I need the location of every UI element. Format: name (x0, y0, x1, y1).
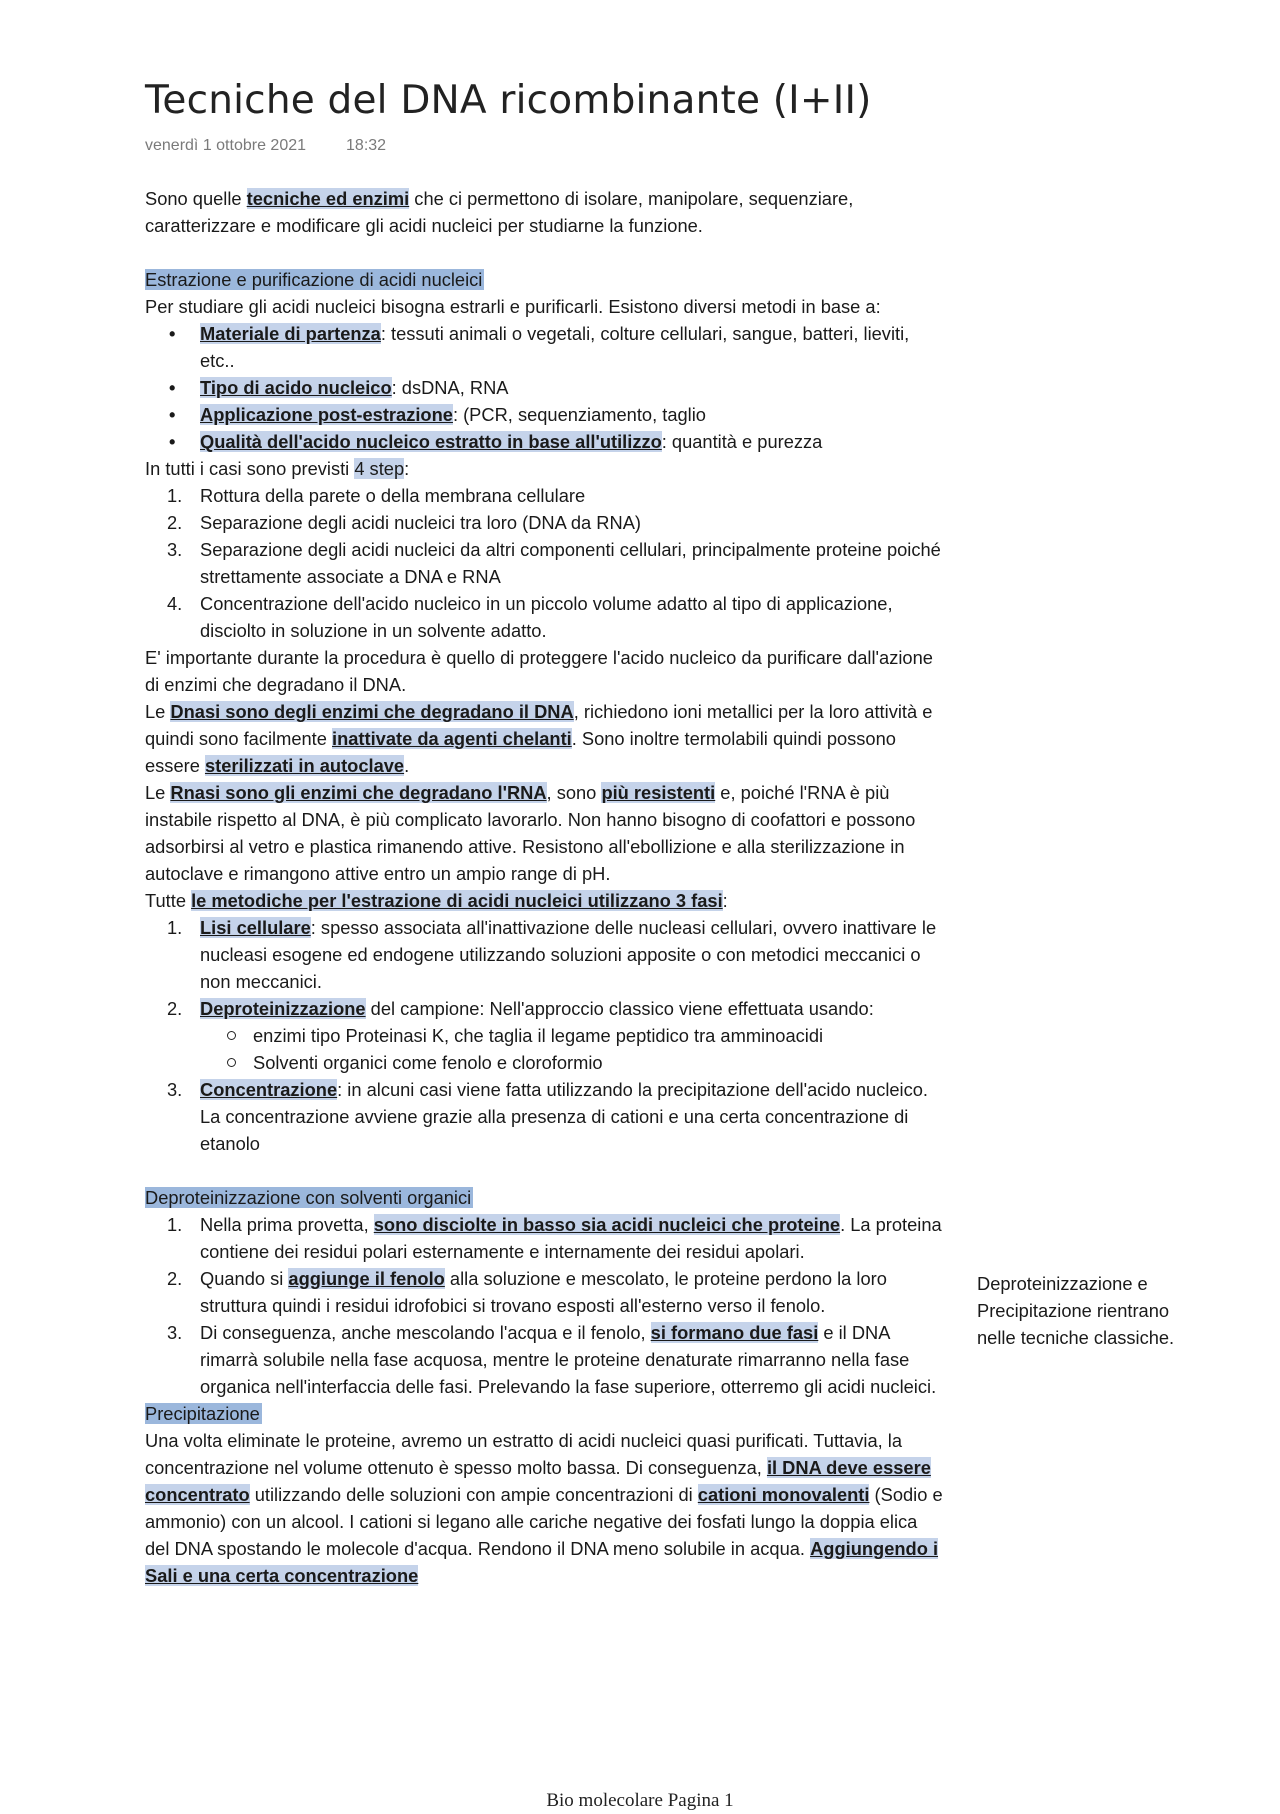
note-date: venerdì 1 ottobre 2021 (145, 137, 307, 154)
precipitation-paragraph: Una volta eliminate le proteine, avremo un estratto di acidi nucleici quasi purificati. Tuttavia, la concentrazione nel volume ottenuto è spesso molto bassa. Di conseguenza, il DNA deve essere concentrato utilizzando delle soluzioni con ampie concentrazioni di cationi monovalenti (Sodio e ammonio) con un alcool. I cationi si legano alle cariche negative dei fosfati lungo la doppia elica del DNA spostando le molecole d'acqua. Rendono il DNA meno solubile in acqua. Aggiungendo i Sali e una certa concentrazione (145, 1430, 943, 1586)
criteria-list (145, 320, 945, 455)
list-item: 1. Rottura della parete o della membrana cellulare (167, 485, 586, 506)
sub-list-item: enzimi tipo Proteinasi K, che taglia il legame peptidico tra amminoacidi (145, 1022, 945, 1049)
list-item: 2. Quando si aggiunge il fenolo alla soluzione e mescolato, le proteine perdono la loro struttura quindi i residui idrofobici si trovano esposti all'esterno verso il fenolo. (167, 1268, 887, 1316)
side-note: Deproteinizzazione e Precipitazione rientrano nelle tecniche classiche. (977, 1273, 1175, 1348)
rnasi-paragraph: Le Rnasi sono gli enzimi che degradano l'RNA, sono più resistenti e, poiché l'RNA è più instabile rispetto al DNA, è più complicato lavorarlo. Non hanno bisogno di coofattori e possono adsorbirsi al vetro e plastica rimanendo attive. Resistono all'ebollizione e alla sterilizzazione in autoclave e rimangono attive entro un ampio range di pH. (145, 782, 916, 884)
note-time: 18:32 (346, 137, 387, 154)
list-item: 2. Deproteinizzazione del campione: Nell'approccio classico viene effettuata usando: enzimi tipo Proteinasi K, che taglia il legame peptidico tra amminoacidi Solventi organici come fenolo e cloroformio (145, 995, 945, 1076)
list-item: • Qualità dell'acido nucleico estratto in base all'utilizzo: quantità e purezza (145, 428, 945, 455)
list-item: • Tipo di acido nucleico: dsDNA, RNA (145, 374, 945, 401)
page-footer: Bio molecolare Pagina 1 (546, 1790, 734, 1811)
steps-list (145, 482, 945, 644)
list-item: • Materiale di partenza: tessuti animali o vegetali, colture cellulari, sangue, batteri, lieviti, etc.. (145, 320, 945, 374)
list-item: 3. Di conseguenza, anche mescolando l'acqua e il fenolo, si formano due fasi e il DNA rimarrà solubile nella fase acquosa, mentre le proteine denaturate rimarranno nella fase organica nell'interfaccia delle fasi. Prelevando la fase superiore, otterremo gli acidi nucleici. (167, 1322, 937, 1397)
section-heading: Precipitazione (145, 1403, 260, 1424)
keyword: tecniche ed enzimi (246, 188, 410, 209)
list-item: 3. Separazione degli acidi nucleici da altri componenti cellulari, principalmente proteine poiché strettamente associate a DNA e RNA (167, 539, 941, 587)
paragraph: Per studiare gli acidi nucleici bisogna estrarli e purificarli. Esistono diversi metodi in base a: (145, 296, 881, 317)
note-body (145, 185, 945, 1589)
paragraph: E' importante durante la procedura è quello di proteggere l'acido nucleico da purificare dall'azione di enzimi che degradano il DNA. (145, 647, 933, 695)
sub-list (200, 1022, 945, 1076)
list-item: 1. Lisi cellulare: spesso associata all'inattivazione delle nucleasi cellulari, ovvero inattivare le nucleasi esogene ed endogene utilizzando soluzioni apposite o con metodici meccanici o non meccanici. (167, 917, 937, 992)
note-meta (145, 137, 386, 155)
phases-list (145, 914, 945, 1157)
list-item: 2. Separazione degli acidi nucleici tra loro (DNA da RNA) (167, 512, 641, 533)
section-heading: Estrazione e purificazione di acidi nucleici (145, 269, 483, 290)
list-item: 3. Concentrazione: in alcuni casi viene fatta utilizzando la precipitazione dell'acido nucleico. La concentrazione avviene grazie alla presenza di cationi e una certa concentrazione di etanolo (167, 1079, 929, 1154)
list-item: • Applicazione post-estrazione: (PCR, sequenziamento, taglio (145, 401, 945, 428)
intro-paragraph: Sono quelle tecniche ed enzimi che ci permettono di isolare, manipolare, sequenziare, caratterizzare e modificare gli acidi nucleici per studiarne la funzione. (145, 188, 854, 236)
deproteinization-list (145, 1211, 945, 1400)
page-title: Tecniche del DNA ricombinante (I+II) (145, 78, 872, 123)
sub-list-item: Solventi organici come fenolo e cloroformio (145, 1049, 945, 1076)
list-item: 4. Concentrazione dell'acido nucleico in un piccolo volume adatto al tipo di applicazione, disciolto in soluzione in un solvente adatto. (167, 593, 893, 641)
dnasi-paragraph: Le Dnasi sono degli enzimi che degradano il DNA, richiedono ioni metallici per la loro attività e quindi sono facilmente inattivate da agenti chelanti. Sono inoltre termolabili quindi possono essere sterilizzati in autoclave. (145, 701, 933, 776)
paragraph: Tutte le metodiche per l'estrazione di acidi nucleici utilizzano 3 fasi: (145, 890, 728, 911)
list-item: 1. Nella prima provetta, sono disciolte in basso sia acidi nucleici che proteine. La proteina contiene dei residui polari esternamente e internamente dei residui apolari. (167, 1214, 942, 1262)
paragraph: In tutti i casi sono previsti 4 step: (145, 458, 410, 479)
section-heading: Deproteinizzazione con solventi organici (145, 1187, 472, 1208)
